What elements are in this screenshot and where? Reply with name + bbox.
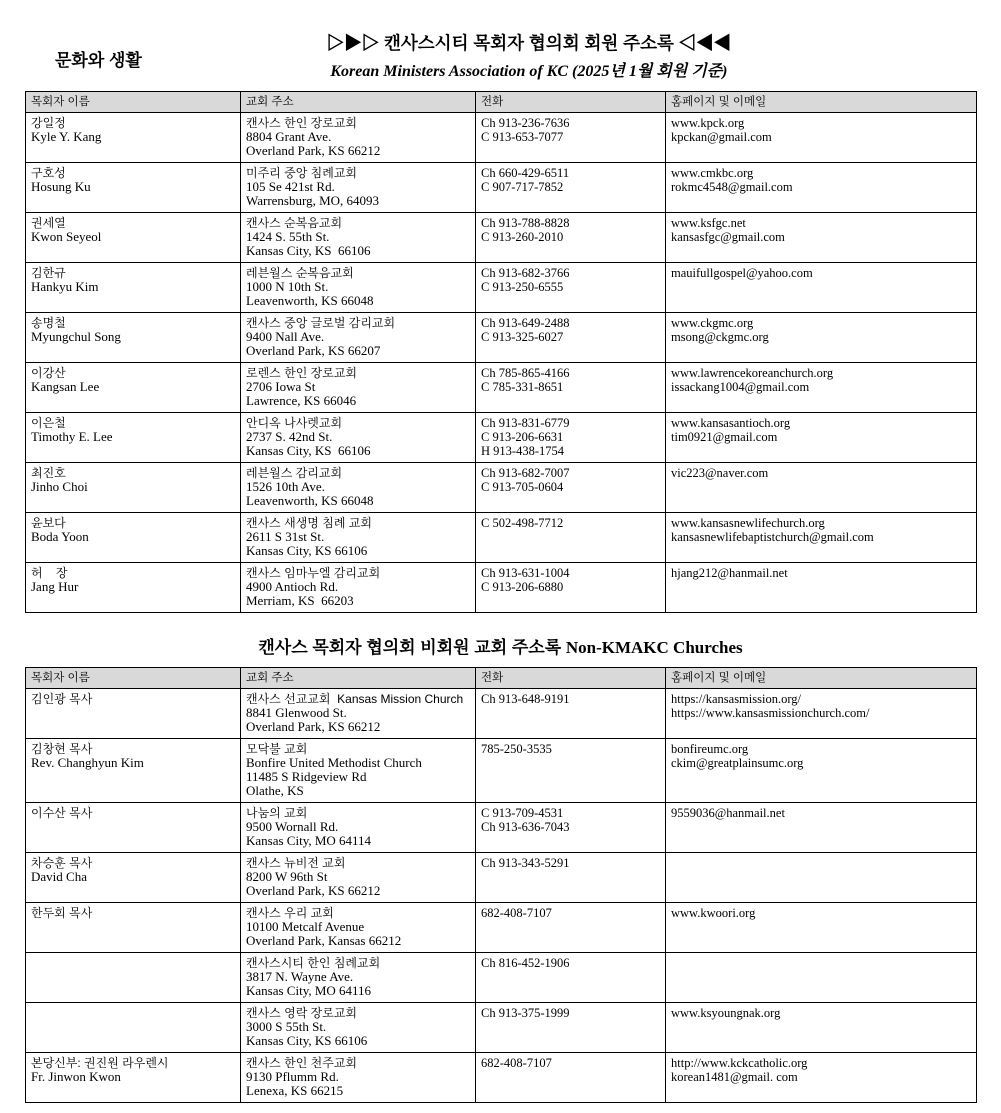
cell-text-line: Hankyu Kim (31, 279, 99, 294)
cell-text-line: 3817 N. Wayne Ave. (246, 969, 354, 984)
cell-pastor-name (26, 163, 241, 213)
cell-text-line: ckim@greatplainsumc.org (671, 756, 804, 770)
cell-text-line: Warrensburg, MO, 64093 (246, 193, 380, 208)
cell-church-address (241, 739, 476, 803)
cell-text-line: 10100 Metcalf Avenue (246, 919, 365, 934)
cell-text-line: www.kpck.org (671, 116, 745, 130)
cell-pastor-name (26, 689, 241, 739)
cell-text-line: Ch 913-682-3766 (481, 266, 570, 280)
cell-text-line: 강일정 (31, 116, 66, 130)
cell-web-email (666, 853, 977, 903)
cell-pastor-name (26, 1053, 241, 1103)
cell-text-line: 최진호 (31, 466, 66, 480)
cell-text-line: 캔사스 새생명 침례 교회 (246, 516, 372, 530)
cell-text-line: 레븐월스 순복음교회 (246, 266, 354, 280)
cell-text-line: 2737 S. 42nd St. (246, 429, 333, 444)
cell-church-address (241, 689, 476, 739)
cell-text-line: 김창현 목사 (31, 742, 93, 756)
table-row (26, 463, 977, 513)
cell-text-line: Fr. Jinwon Kwon (31, 1069, 121, 1084)
cell-phone (476, 413, 666, 463)
cell-church-address (241, 1003, 476, 1053)
cell-text-line: 캔사스 영락 장로교회 (246, 1006, 357, 1020)
table-row (26, 263, 977, 313)
cell-pastor-name (26, 263, 241, 313)
cell-text-line: 한두회 목사 (31, 906, 93, 920)
cell-church-address (241, 413, 476, 463)
cell-text-line: C 502-498-7712 (481, 516, 564, 530)
cell-pastor-name (26, 413, 241, 463)
cell-web-email (666, 463, 977, 513)
table-row (26, 853, 977, 903)
cell-text-line: 캔사스시티 한인 침례교회 (246, 956, 381, 970)
cell-text-line: Timothy E. Lee (31, 429, 113, 444)
cell-text-line: 2706 Iowa St (246, 379, 316, 394)
non-member-title-en: Non-KMAKC Churches (565, 638, 743, 657)
column-header-address: 교회 주소 (241, 668, 476, 689)
cell-web-email (666, 1003, 977, 1053)
cell-text-line: C 913-705-0604 (481, 480, 564, 494)
cell-text-line: 8804 Grant Ave. (246, 129, 332, 144)
non-members-table (25, 667, 977, 1103)
cell-text-line: 8841 Glenwood St. (246, 705, 347, 720)
cell-text-line: C 785-331-8651 (481, 380, 564, 394)
cell-text-line: 허 장 (31, 566, 68, 580)
cell-phone (476, 563, 666, 613)
cell-pastor-name (26, 213, 241, 263)
table-row (26, 363, 977, 413)
cell-text-line: Ch 913-343-5291 (481, 856, 570, 870)
table-header-row (26, 92, 977, 113)
cell-text-line: 본당신부: 권진원 라우렌시 (31, 1056, 169, 1070)
cell-text-line: 이은철 (31, 416, 66, 430)
cell-text-line: 캔사스 중앙 글로벌 감리교회 (246, 316, 396, 330)
cell-pastor-name (26, 363, 241, 413)
cell-text-line: Ch 913-375-1999 (481, 1006, 570, 1020)
cell-text-line: 권세열 (31, 216, 66, 230)
cell-text-line: http://www.kckcatholic.org (671, 1056, 808, 1070)
cell-text-line: 캔사스 뉴비전 교회 (246, 856, 346, 870)
cell-text-line: 11485 S Ridgeview Rd (246, 769, 367, 784)
cell-text-line: Olathe, KS (246, 783, 304, 798)
cell-text-line: www.ksfgc.net (671, 216, 746, 230)
cell-web-email (666, 163, 977, 213)
cell-text-line: C 907-717-7852 (481, 180, 564, 194)
page-title: ▷▶▷ 캔사스시티 목회자 협의회 회원 주소록 ◁◀◀ (326, 33, 732, 53)
cell-pastor-name (26, 1003, 241, 1053)
cell-phone (476, 213, 666, 263)
non-member-title-ko: 캔사스 목회자 협의회 비회원 교회 주소록 (258, 638, 566, 657)
cell-text-line: 김한규 (31, 266, 66, 280)
cell-church-address (241, 163, 476, 213)
cell-text-line: Overland Park, KS 66212 (246, 883, 381, 898)
cell-text-line: 1000 N 10th St. (246, 279, 329, 294)
cell-text-line: Leavenworth, KS 66048 (246, 493, 374, 508)
table-row (26, 313, 977, 363)
cell-text-line: Ch 913-648-9191 (481, 692, 570, 706)
cell-text-line: Ch 660-429-6511 (481, 166, 570, 180)
cell-text-line: www.kansasantioch.org (671, 416, 791, 430)
cell-text-line: hjang212@hanmail.net (671, 566, 788, 580)
cell-text-line: tim0921@gmail.com (671, 430, 778, 444)
cell-text-line: www.kansasnewlifechurch.org (671, 516, 825, 530)
cell-text-line: 785-250-3535 (481, 742, 552, 756)
cell-text-line: 9400 Nall Ave. (246, 329, 325, 344)
non-member-section-title (25, 633, 976, 658)
cell-text-line: www.kwoori.org (671, 906, 756, 920)
cell-text-line: Boda Yoon (31, 529, 89, 544)
page-header (25, 30, 976, 81)
cell-text-line: C 913-260-2010 (481, 230, 564, 244)
cell-web-email (666, 1053, 977, 1103)
cell-pastor-name (26, 739, 241, 803)
cell-text-line: 구호성 (31, 166, 66, 180)
cell-phone (476, 953, 666, 1003)
cell-web-email (666, 953, 977, 1003)
cell-text-line: Kansas City, KS 66106 (246, 543, 368, 558)
cell-text-line: 682-408-7107 (481, 1056, 552, 1070)
cell-text-line: Ch 913-682-7007 (481, 466, 570, 480)
cell-web-email (666, 213, 977, 263)
column-header-phone: 전화 (476, 668, 666, 689)
cell-text-line: Kwon Seyeol (31, 229, 102, 244)
cell-phone (476, 163, 666, 213)
cell-web-email (666, 739, 977, 803)
cell-text-line: 모닥불 교회 (246, 742, 308, 756)
cell-text-line: 김인광 목사 (31, 692, 93, 706)
cell-text-line: kansasfgc@gmail.com (671, 230, 785, 244)
column-header-name: 목회자 이름 (26, 92, 241, 113)
cell-web-email (666, 263, 977, 313)
cell-text-line: Overland Park, KS 66207 (246, 343, 381, 358)
cell-phone (476, 689, 666, 739)
table-row (26, 413, 977, 463)
cell-text-line: 9500 Wornall Rd. (246, 819, 339, 834)
cell-text-line: Bonfire United Methodist Church (246, 755, 422, 770)
table-row (26, 513, 977, 563)
cell-text-line: Ch 913-831-6779 (481, 416, 570, 430)
cell-text-line: Kansas City, MO 64114 (246, 833, 372, 848)
cell-text-line: 9130 Pflumm Rd. (246, 1069, 339, 1084)
cell-text-line: korean1481@gmail. com (671, 1070, 798, 1084)
cell-text-line: kpckan@gmail.com (671, 130, 772, 144)
cell-text-line: Leavenworth, KS 66048 (246, 293, 374, 308)
title-block (82, 30, 976, 81)
cell-text-line: www.lawrencekoreanchurch.org (671, 366, 834, 380)
table-row (26, 213, 977, 263)
cell-text-line: www.ckgmc.org (671, 316, 754, 330)
cell-text-line: 레븐월스 감리교회 (246, 466, 343, 480)
cell-text-line: 1424 S. 55th St. (246, 229, 330, 244)
cell-web-email (666, 689, 977, 739)
cell-text-line: bonfireumc.org (671, 742, 749, 756)
cell-text-line: 3000 S 55th St. (246, 1019, 327, 1034)
cell-text-line: Kansas City, KS 66106 (246, 1033, 368, 1048)
cell-web-email (666, 803, 977, 853)
cell-church-address (241, 803, 476, 853)
cell-pastor-name (26, 953, 241, 1003)
cell-text-line: kansasnewlifebaptistchurch@gmail.com (671, 530, 874, 544)
cell-church-address (241, 213, 476, 263)
cell-text-line: Jang Hur (31, 579, 79, 594)
cell-text-line: rokmc4548@gmail.com (671, 180, 793, 194)
cell-text-line: 1526 10th Ave. (246, 479, 325, 494)
cell-text-line: C 913-709-4531 (481, 806, 564, 820)
cell-text-line: 안디옥 나사렛교회 (246, 416, 343, 430)
cell-text-line: 캔사스 순복음교회 (246, 216, 343, 230)
cell-web-email (666, 563, 977, 613)
cell-church-address (241, 953, 476, 1003)
cell-text-line: Jinho Choi (31, 479, 88, 494)
cell-text-line: C 913-206-6631 (481, 430, 564, 444)
table-row (26, 113, 977, 163)
cell-web-email (666, 513, 977, 563)
cell-pastor-name (26, 113, 241, 163)
cell-text-line: Kansas City, KS 66106 (246, 243, 371, 258)
cell-pastor-name (26, 903, 241, 953)
cell-church-address (241, 903, 476, 953)
cell-text-line: Ch 785-865-4166 (481, 366, 570, 380)
cell-text-line: H 913-438-1754 (481, 444, 564, 458)
table-row (26, 903, 977, 953)
cell-web-email (666, 113, 977, 163)
cell-text-line: Rev. Changhyun Kim (31, 755, 144, 770)
cell-text-line: Overland Park, KS 66212 (246, 719, 381, 734)
cell-web-email (666, 903, 977, 953)
cell-phone (476, 739, 666, 803)
cell-web-email (666, 363, 977, 413)
table-header-row (26, 668, 977, 689)
members-table (25, 91, 977, 613)
cell-text-line: Lenexa, KS 66215 (246, 1083, 344, 1098)
cell-phone (476, 463, 666, 513)
cell-text-line: 이강산 (31, 366, 66, 380)
column-header-name: 목회자 이름 (26, 668, 241, 689)
table-row (26, 689, 977, 739)
cell-text-line: C 913-325-6027 (481, 330, 564, 344)
cell-text-line: Ch 913-649-2488 (481, 316, 570, 330)
page-subtitle: Korean Ministers Association of KC (2025년 1월 회원 기준) (330, 63, 728, 80)
table-row (26, 1053, 977, 1103)
cell-church-address (241, 563, 476, 613)
cell-phone (476, 803, 666, 853)
cell-text-line: 105 Se 421st Rd. (246, 179, 335, 194)
cell-church-address (241, 1053, 476, 1103)
cell-text-line: Overland Park, KS 66212 (246, 143, 381, 158)
cell-text-line: 송명철 (31, 316, 66, 330)
cell-text-line: 나눔의 교회 (246, 806, 308, 820)
cell-text-line: C 913-250-6555 (481, 280, 564, 294)
cell-pastor-name (26, 463, 241, 513)
cell-text-line: 로렌스 한인 장로교회 (246, 366, 357, 380)
table-row (26, 1003, 977, 1053)
cell-text-line: C 913-653-7077 (481, 130, 564, 144)
cell-text-line: Myungchul Song (31, 329, 121, 344)
cell-text-line: Kyle Y. Kang (31, 129, 102, 144)
cell-phone (476, 263, 666, 313)
cell-text-line: 캔사스 한인 장로교회 (246, 116, 357, 130)
cell-church-address (241, 853, 476, 903)
cell-church-address (241, 313, 476, 363)
cell-phone (476, 1053, 666, 1103)
cell-text-line: 8200 W 96th St (246, 869, 328, 884)
column-header-web: 홈페이지 및 이메일 (666, 668, 977, 689)
cell-text-line: 4900 Antioch Rd. (246, 579, 339, 594)
cell-text-line: 2611 S 31st St. (246, 529, 325, 544)
cell-pastor-name (26, 803, 241, 853)
cell-phone (476, 513, 666, 563)
cell-pastor-name (26, 313, 241, 363)
cell-phone (476, 1003, 666, 1053)
cell-phone (476, 853, 666, 903)
cell-church-address (241, 113, 476, 163)
cell-text-line: Kansas City, KS 66106 (246, 443, 371, 458)
cell-church-address (241, 363, 476, 413)
cell-text-line: msong@ckgmc.org (671, 330, 769, 344)
cell-text-line: Ch 816-452-1906 (481, 956, 570, 970)
cell-text-line: www.cmkbc.org (671, 166, 754, 180)
cell-text-line: 캔사스 선교교회 Kansas Mission Church (246, 692, 464, 706)
cell-text-line: Kangsan Lee (31, 379, 100, 394)
cell-church-address (241, 463, 476, 513)
table-row (26, 163, 977, 213)
cell-text-line: Overland Park, Kansas 66212 (246, 933, 402, 948)
table-row (26, 953, 977, 1003)
cell-pastor-name (26, 513, 241, 563)
cell-church-address (241, 263, 476, 313)
cell-text-line: 캔사스 우리 교회 (246, 906, 334, 920)
cell-text-line: Ch 913-788-8828 (481, 216, 570, 230)
column-header-phone: 전화 (476, 92, 666, 113)
table-row (26, 563, 977, 613)
cell-text-line: 이수산 목사 (31, 806, 93, 820)
cell-text-line: vic223@naver.com (671, 466, 769, 480)
column-header-web: 홈페이지 및 이메일 (666, 92, 977, 113)
cell-text-line: https://kansasmission.org/ (671, 692, 801, 706)
section-label: 문화와 생활 (55, 51, 142, 70)
cell-text-line: Ch 913-631-1004 (481, 566, 570, 580)
cell-text-line: Ch 913-236-7636 (481, 116, 570, 130)
table-row (26, 739, 977, 803)
cell-church-address (241, 513, 476, 563)
cell-text-line: mauifullgospel@yahoo.com (671, 266, 813, 280)
cell-text-line: 9559036@hanmail.net (671, 806, 785, 820)
cell-text-line: Kansas City, MO 64116 (246, 983, 372, 998)
cell-text-line: https://www.kansasmissionchurch.com/ (671, 706, 870, 720)
cell-phone (476, 113, 666, 163)
cell-text-line: Ch 913-636-7043 (481, 820, 570, 834)
cell-web-email (666, 413, 977, 463)
cell-text-line: www.ksyoungnak.org (671, 1006, 781, 1020)
cell-text-line: David Cha (31, 869, 87, 884)
cell-pastor-name (26, 563, 241, 613)
cell-text-line: 캔사스 임마누엘 감리교회 (246, 566, 381, 580)
table-row (26, 803, 977, 853)
cell-text-line: Merriam, KS 66203 (246, 593, 354, 608)
cell-text-line: C 913-206-6880 (481, 580, 564, 594)
cell-text-line: 캔사스 한인 천주교회 (246, 1056, 357, 1070)
cell-text-line: Lawrence, KS 66046 (246, 393, 357, 408)
cell-phone (476, 313, 666, 363)
cell-text-line: 차승훈 목사 (31, 856, 93, 870)
cell-text-line: Hosung Ku (31, 179, 91, 194)
cell-web-email (666, 313, 977, 363)
cell-phone (476, 363, 666, 413)
cell-text-line: 682-408-7107 (481, 906, 552, 920)
cell-text-line: issackang1004@gmail.com (671, 380, 810, 394)
cell-text-line: 윤보다 (31, 516, 66, 530)
cell-phone (476, 903, 666, 953)
cell-pastor-name (26, 853, 241, 903)
cell-text-line: 미주리 중앙 침례교회 (246, 166, 357, 180)
column-header-address: 교회 주소 (241, 92, 476, 113)
